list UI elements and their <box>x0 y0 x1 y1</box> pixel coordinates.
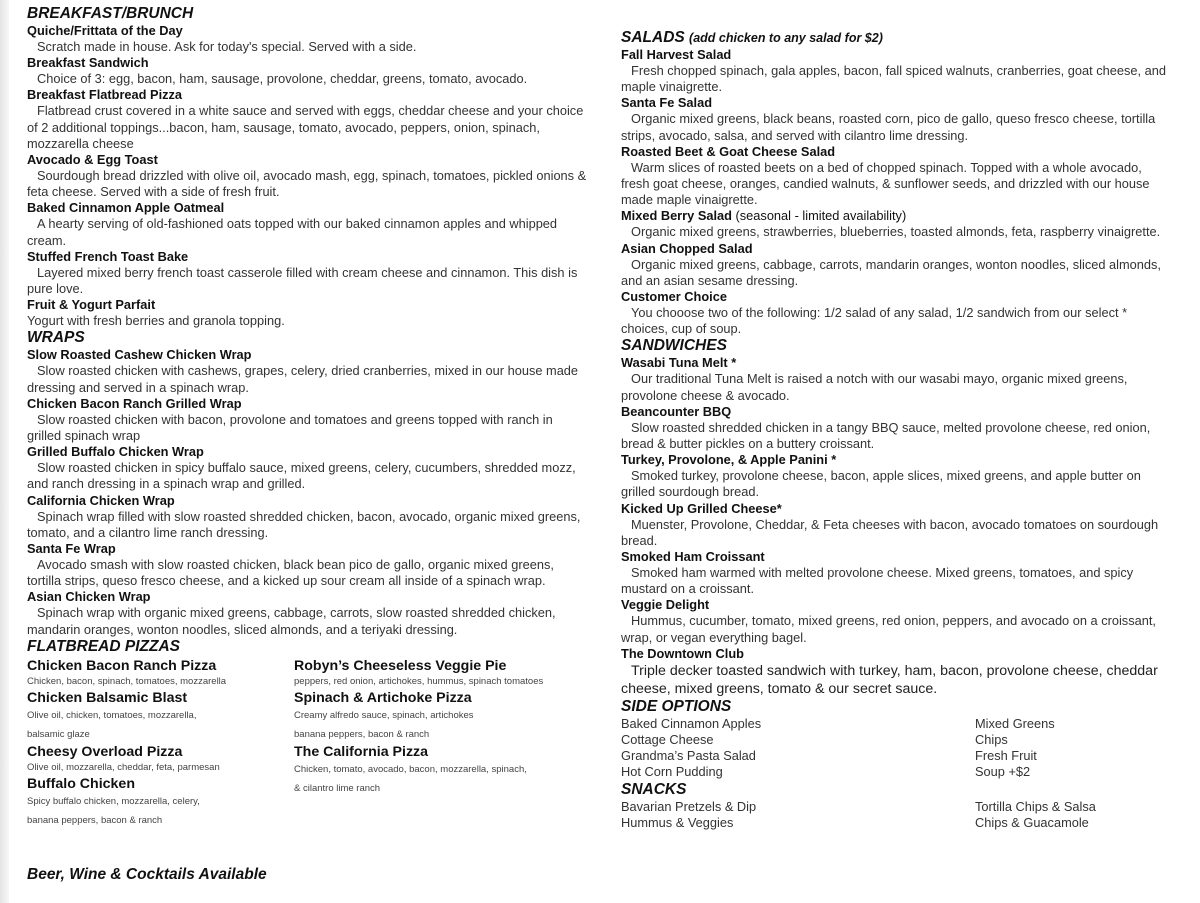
flatbread-left <box>27 658 294 830</box>
pizza-name: Cheesy Overload Pizza <box>27 743 183 760</box>
menu-item-description: Slow roasted chicken in spicy buffalo sauce, mixed greens, celery, cucumbers, shredded mozz, and ranch dressing in a spinach wrap and grilled. <box>27 460 576 492</box>
pizza-name: The California Pizza <box>294 743 429 760</box>
salads-heading <box>621 29 1169 47</box>
menu-item-description: Choice of 3: egg, bacon, ham, sausage, provolone, cheddar, greens, tomato, avocado. <box>37 71 528 87</box>
menu-item-name <box>27 200 589 216</box>
pizza-description: Creamy alfredo sauce, spinach, artichokes <box>294 709 474 721</box>
flatbread-heading: FLATBREAD PIZZAS <box>27 637 180 655</box>
pizza-name: Chicken Balsamic Blast <box>27 689 188 706</box>
pizza-description: Spicy buffalo chicken, mozzarella, celery, <box>27 795 200 807</box>
menu-item-name <box>621 289 1169 305</box>
menu-item-description: Our traditional Tuna Melt is raised a notch with our wasabi mayo, organic mixed greens, provolone cheese & avocado. <box>621 371 1128 403</box>
menu-item-name <box>27 347 589 363</box>
menu-item-description: Spinach wrap with organic mixed greens, cabbage, carrots, slow roasted shredded chicken, mandarin oranges, wonton noodles, sliced almonds, and a teriyaki dressing. <box>27 605 556 637</box>
menu-item-description: Smoked turkey, provolone cheese, bacon, apple slices, mixed greens, and apple butter on grilled sourdough bread. <box>621 468 1141 500</box>
item-name-text: Breakfast Flatbread Pizza <box>27 87 183 103</box>
menu-item-name <box>621 597 1169 613</box>
sandwiches-items <box>621 355 1169 697</box>
menu-item-description: Slow roasted chicken with bacon, provolone and tomatoes and greens topped with ranch in grilled spinach wrap <box>27 411 553 444</box>
menu-item-description: Spinach wrap filled with slow roasted shredded chicken, bacon, avocado, organic mixed greens, tomato, and a cilantro lime ranch dressing. <box>27 508 581 540</box>
item-name-text: Santa Fe Wrap <box>27 541 116 557</box>
pizza-description: Olive oil, mozzarella, cheddar, feta, parmesan <box>27 761 220 773</box>
item-name-text: Santa Fe Salad <box>621 95 713 111</box>
pizza-description: Chicken, bacon, spinach, tomatoes, mozzarella <box>27 675 227 687</box>
item-name-text: Customer Choice <box>621 289 727 305</box>
pizza-description: balsamic glaze <box>27 728 90 740</box>
menu-item-description: Triple decker toasted sandwich with turkey, ham, bacon, provolone cheese, cheddar cheese, mixed greens, tomato & our secret sauce. <box>621 662 1158 697</box>
menu-item-description: Organic mixed greens, cabbage, carrots, mandarin oranges, wonton noodles, sliced almonds, and an asian sesame dressing. <box>621 256 1161 288</box>
breakfast-heading: BREAKFAST/BRUNCH <box>27 5 194 22</box>
menu-item-name <box>27 297 589 313</box>
menu-item-name <box>27 55 589 71</box>
menu-item-name <box>27 493 589 509</box>
right-column <box>621 29 1169 831</box>
side-item: Soup +$2 <box>975 764 1031 780</box>
menu-item-name <box>27 589 589 605</box>
flatbread-right <box>294 658 561 830</box>
item-name-text: Avocado & Egg Toast <box>27 152 158 168</box>
menu-item-description: Yogurt with fresh berries and granola topping. <box>27 313 285 329</box>
item-name-text: Mixed Berry Salad <box>621 208 732 224</box>
menu-item-name <box>27 249 589 265</box>
item-name-text: Asian Chopped Salad <box>621 240 753 256</box>
menu-item-description: Flatbread crust covered in a white sauce and served with eggs, cheddar cheese and your choice of 2 additional toppings...bacon, ham, sausage, tomato, avocado, peppers, onion, spinach, mozzarella cheese <box>27 103 584 151</box>
menu-item-description: Layered mixed berry french toast casserole filled with cream cheese and cinnamon. This dish is pure love. <box>27 264 578 297</box>
menu-item-description: Warm slices of roasted beets on a bed of chopped spinach. Topped with a whole avocado, fresh goat cheese, oranges, candied walnuts, & sunflower seeds, and drizzled with our house made maple vinaigrette. <box>621 159 1150 208</box>
menu-item-name <box>27 87 589 103</box>
menu-item-name <box>621 501 1169 517</box>
side-item: Hot Corn Pudding <box>621 764 723 780</box>
side-item: Grandma’s Pasta Salad <box>621 748 756 764</box>
side-item: Tortilla Chips & Salsa <box>975 798 1096 814</box>
menu-item-description: Sourdough bread drizzled with olive oil, avocado mash, egg, spinach, tomatoes, pickled onions & feta cheese. Served with a side of fresh fruit. <box>27 168 587 200</box>
side-item: Chips <box>975 732 1008 748</box>
item-name-text: Roasted Beet & Goat Cheese Salad <box>621 143 836 159</box>
menu-item-name <box>621 355 1169 371</box>
pizza-name: Chicken Bacon Ranch Pizza <box>27 657 217 674</box>
menu-item-name <box>621 404 1169 420</box>
sides-list <box>621 716 1169 781</box>
side-item: Bavarian Pretzels & Dip <box>621 798 757 814</box>
salads-title: SALADS <box>621 29 685 46</box>
menu-item-description: Organic mixed greens, strawberries, blueberries, toasted almonds, feta, raspberry vinaigrette. <box>631 224 1161 240</box>
breakfast-items <box>27 23 589 329</box>
salads-items <box>621 47 1169 337</box>
item-name-text: Baked Cinnamon Apple Oatmeal <box>27 200 225 216</box>
pizza-description: & cilantro lime ranch <box>294 782 381 794</box>
wraps-items <box>27 347 589 637</box>
side-item: Baked Cinnamon Apples <box>621 715 762 731</box>
item-name-text: Beancounter BBQ <box>621 403 732 419</box>
sides-heading: SIDE OPTIONS <box>621 697 732 715</box>
item-name-text: Asian Chicken Wrap <box>27 589 151 605</box>
footer-note: Beer, Wine & Cocktails Available <box>27 866 267 883</box>
menu-item-name <box>621 144 1169 160</box>
side-item: Chips & Guacamole <box>975 814 1089 830</box>
menu-item-description: Fresh chopped spinach, gala apples, bacon, fall spiced walnuts, cranberries, goat cheese, and maple vinaigrette. <box>621 63 1166 95</box>
menu-item-description: Slow roasted chicken with cashews, grapes, celery, dried cranberries, mixed in our house made dressing and served in a spinach wrap. <box>27 363 579 395</box>
menu-item-name <box>27 23 589 39</box>
item-name-text: Slow Roasted Cashew Chicken Wrap <box>27 347 252 363</box>
pizza-name: Buffalo Chicken <box>27 775 135 792</box>
pizza-name: Spinach & Artichoke Pizza <box>294 689 472 706</box>
menu-item-description: Smoked ham warmed with melted provolone cheese. Mixed greens, tomatoes, and spicy mustard on a croissant. <box>621 565 1134 597</box>
menu-item-name <box>621 47 1169 63</box>
menu-item-name <box>621 549 1169 565</box>
item-name-text: Stuffed French Toast Bake <box>27 248 189 264</box>
snacks-list <box>621 799 1169 831</box>
menu-item-description: Scratch made in house. Ask for today's special. Served with a side. <box>37 39 417 54</box>
page-edge <box>0 0 9 903</box>
menu-item-name <box>621 646 1169 662</box>
item-name-text: California Chicken Wrap <box>27 492 175 508</box>
pizza-description: Olive oil, chicken, tomatoes, mozzarella, <box>27 709 197 721</box>
menu-item-description: A hearty serving of old-fashioned oats topped with our baked cinnamon apples and whipped cream. <box>27 216 558 248</box>
pizza-description: peppers, red onion, artichokes, hummus, spinach tomatoes <box>294 675 544 687</box>
item-name-text: Fruit & Yogurt Parfait <box>27 297 156 313</box>
menu-item-name <box>621 208 1169 224</box>
item-name-text: Grilled Buffalo Chicken Wrap <box>27 444 204 460</box>
item-name-text: Smoked Ham Croissant <box>621 549 765 565</box>
menu-item-name <box>27 396 589 412</box>
menu-item-description: Hummus, cucumber, tomato, mixed greens, red onion, peppers, and avocado on a croissant, wrap, or vegan everything bagel. <box>621 613 1156 645</box>
item-name-text: Breakfast Sandwich <box>27 55 149 71</box>
menu-item-description: Slow roasted shredded chicken in a tangy BBQ sauce, melted provolone cheese, red onion, bread & butter pickles on a buttery croissant. <box>621 419 1151 452</box>
sandwiches-heading: SANDWICHES <box>621 337 727 355</box>
pizza-name: Robyn’s Cheeseless Veggie Pie <box>294 657 507 674</box>
menu-item-description: Muenster, Provolone, Cheddar, & Feta cheeses with bacon, avocado tomatoes on sourdough bread. <box>621 516 1159 548</box>
side-item: Mixed Greens <box>975 715 1055 731</box>
side-item: Cottage Cheese <box>621 732 714 748</box>
item-name-text: Fall Harvest Salad <box>621 47 732 62</box>
wraps-heading: WRAPS <box>27 329 85 347</box>
menu-item-description: Avocado smash with slow roasted chicken, black bean pico de gallo, organic mixed greens, tortilla strips, queso fresco cheese, and a kicked up sour cream all inside of a spinach wrap. <box>27 557 554 589</box>
item-name-text: Veggie Delight <box>621 597 710 613</box>
item-name-text: Chicken Bacon Ranch Grilled Wrap <box>27 395 242 411</box>
menu-item-name <box>27 541 589 557</box>
item-name-text: Kicked Up Grilled Cheese* <box>621 500 782 516</box>
item-note: (seasonal - limited availability) <box>731 208 907 224</box>
menu-item-name <box>621 95 1169 111</box>
menu-item-name <box>621 452 1169 468</box>
pizza-description: banana peppers, bacon & ranch <box>294 728 430 740</box>
sides-right <box>975 716 1055 781</box>
salads-note: (add chicken to any salad for $2) <box>689 31 883 45</box>
pizza-description: Chicken, tomato, avocado, bacon, mozzarella, spinach, <box>294 763 527 775</box>
side-item: Fresh Fruit <box>975 748 1037 764</box>
menu-item-name <box>27 444 589 460</box>
snacks-left <box>621 799 975 831</box>
side-item: Hummus & Veggies <box>621 814 734 830</box>
flatbread-grid <box>27 658 589 830</box>
menu-item-description: Organic mixed greens, black beans, roasted corn, pico de gallo, queso fresco cheese, tortilla strips, avocado, salsa, and served with cilantro lime dressing. <box>621 111 1156 143</box>
menu-item-name <box>27 152 589 168</box>
menu-item-name <box>621 241 1169 257</box>
snacks-heading: SNACKS <box>621 780 687 798</box>
item-name-text: The Downtown Club <box>621 645 744 661</box>
pizza-description: banana peppers, bacon & ranch <box>27 814 163 826</box>
left-column <box>27 5 589 830</box>
sides-left <box>621 716 975 781</box>
item-name-text: Quiche/Frittata of the Day <box>27 23 183 38</box>
item-name-text: Turkey, Provolone, & Apple Panini * <box>621 452 837 468</box>
snacks-right <box>975 799 1096 831</box>
item-name-text: Wasabi Tuna Melt * <box>621 355 737 371</box>
menu-item-description: You chooose two of the following: 1/2 salad of any salad, 1/2 sandwich from our select * choices, cup of soup. <box>621 305 1128 337</box>
